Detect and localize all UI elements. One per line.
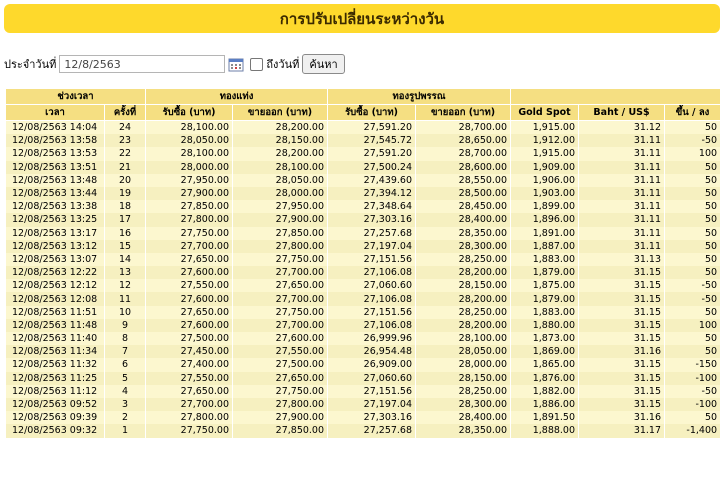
calendar-icon[interactable]	[228, 57, 244, 72]
column-header-time: เวลา	[6, 105, 105, 121]
cell-bar-sell: 27,700.00	[233, 266, 328, 279]
cell-ornament-sell: 28,500.00	[416, 187, 511, 200]
cell-bar-sell: 27,900.00	[233, 411, 328, 424]
cell-time: 12/08/2563 14:04	[6, 121, 105, 135]
cell-gold-spot: 1,906.00	[511, 174, 579, 187]
cell-change: 100	[665, 147, 721, 160]
table-row	[6, 174, 721, 187]
cell-baht-usd: 31.13	[579, 253, 665, 266]
cell-gold-spot: 1,891.00	[511, 227, 579, 240]
cell-baht-usd: 31.15	[579, 372, 665, 385]
cell-gold-spot: 1,865.00	[511, 358, 579, 371]
cell-baht-usd: 31.17	[579, 424, 665, 437]
group-header-blank	[511, 89, 721, 105]
cell-ornament-sell: 28,050.00	[416, 345, 511, 358]
cell-ornament-sell: 28,250.00	[416, 306, 511, 319]
cell-bar-sell: 27,700.00	[233, 319, 328, 332]
cell-ornament-buy: 27,257.68	[328, 424, 416, 437]
cell-bar-sell: 27,550.00	[233, 345, 328, 358]
cell-bar-buy: 27,750.00	[146, 424, 233, 437]
table-row	[6, 200, 721, 213]
cell-gold-spot: 1,883.00	[511, 253, 579, 266]
cell-gold-spot: 1,880.00	[511, 319, 579, 332]
cell-gold-spot: 1,909.00	[511, 161, 579, 174]
table-row	[6, 161, 721, 174]
cell-change: -100	[665, 372, 721, 385]
cell-change: -100	[665, 398, 721, 411]
cell-bar-buy: 27,600.00	[146, 292, 233, 305]
cell-round: 6	[105, 358, 146, 371]
cell-ornament-sell: 28,250.00	[416, 385, 511, 398]
cell-round: 3	[105, 398, 146, 411]
cell-bar-sell: 28,200.00	[233, 121, 328, 135]
cell-ornament-buy: 27,348.64	[328, 200, 416, 213]
cell-ornament-buy: 27,439.60	[328, 174, 416, 187]
cell-ornament-sell: 28,200.00	[416, 266, 511, 279]
cell-change: 50	[665, 121, 721, 135]
cell-baht-usd: 31.11	[579, 240, 665, 253]
cell-bar-sell: 27,650.00	[233, 279, 328, 292]
cell-baht-usd: 31.11	[579, 187, 665, 200]
cell-change: 50	[665, 266, 721, 279]
cell-time: 12/08/2563 13:48	[6, 174, 105, 187]
cell-baht-usd: 31.15	[579, 319, 665, 332]
cell-baht-usd: 31.11	[579, 147, 665, 160]
date-input[interactable]	[59, 55, 225, 73]
table-row	[6, 398, 721, 411]
cell-time: 12/08/2563 13:58	[6, 134, 105, 147]
cell-time: 12/08/2563 13:51	[6, 161, 105, 174]
cell-round: 9	[105, 319, 146, 332]
cell-gold-spot: 1,886.00	[511, 398, 579, 411]
cell-change: 100	[665, 319, 721, 332]
cell-bar-sell: 27,650.00	[233, 372, 328, 385]
cell-bar-buy: 27,550.00	[146, 372, 233, 385]
cell-change: -1,400	[665, 424, 721, 437]
column-header-round: ครั้งที่	[105, 105, 146, 121]
cell-time: 12/08/2563 11:32	[6, 358, 105, 371]
cell-ornament-buy: 26,954.48	[328, 345, 416, 358]
cell-time: 12/08/2563 13:17	[6, 227, 105, 240]
group-header-gold-ornament: ทองรูปพรรณ	[328, 89, 511, 105]
cell-gold-spot: 1,915.00	[511, 147, 579, 160]
cell-time: 12/08/2563 11:25	[6, 372, 105, 385]
cell-time: 12/08/2563 09:32	[6, 424, 105, 437]
cell-time: 12/08/2563 11:51	[6, 306, 105, 319]
column-header-baht-usd: Baht / US$	[579, 105, 665, 121]
cell-ornament-sell: 28,150.00	[416, 279, 511, 292]
table-row	[6, 253, 721, 266]
cell-ornament-buy: 27,106.08	[328, 292, 416, 305]
cell-ornament-buy: 27,591.20	[328, 147, 416, 160]
cell-bar-buy: 27,650.00	[146, 306, 233, 319]
cell-change: 50	[665, 306, 721, 319]
cell-baht-usd: 31.11	[579, 174, 665, 187]
cell-bar-sell: 27,800.00	[233, 240, 328, 253]
cell-time: 12/08/2563 13:07	[6, 253, 105, 266]
cell-time: 12/08/2563 11:48	[6, 319, 105, 332]
cell-ornament-buy: 27,060.60	[328, 372, 416, 385]
cell-round: 12	[105, 279, 146, 292]
cell-ornament-buy: 27,303.16	[328, 411, 416, 424]
cell-gold-spot: 1,873.00	[511, 332, 579, 345]
cell-bar-sell: 27,600.00	[233, 332, 328, 345]
cell-change: 50	[665, 227, 721, 240]
cell-time: 12/08/2563 13:53	[6, 147, 105, 160]
cell-bar-buy: 27,400.00	[146, 358, 233, 371]
cell-ornament-sell: 28,550.00	[416, 174, 511, 187]
cell-bar-buy: 27,450.00	[146, 345, 233, 358]
cell-bar-buy: 28,100.00	[146, 121, 233, 135]
cell-round: 19	[105, 187, 146, 200]
cell-bar-buy: 27,800.00	[146, 411, 233, 424]
cell-change: 50	[665, 345, 721, 358]
cell-time: 12/08/2563 12:22	[6, 266, 105, 279]
cell-baht-usd: 31.15	[579, 332, 665, 345]
column-header-ornament-sell: ขายออก (บาท)	[416, 105, 511, 121]
cell-ornament-buy: 27,106.08	[328, 319, 416, 332]
cell-bar-sell: 27,750.00	[233, 253, 328, 266]
cell-round: 14	[105, 253, 146, 266]
column-header-change: ขึ้น / ลง	[665, 105, 721, 121]
table-row	[6, 332, 721, 345]
column-header-bar-sell: ขายออก (บาท)	[233, 105, 328, 121]
cell-round: 10	[105, 306, 146, 319]
cell-ornament-sell: 28,200.00	[416, 292, 511, 305]
table-row	[6, 424, 721, 437]
rates-table	[5, 88, 721, 438]
cell-gold-spot: 1,899.00	[511, 200, 579, 213]
cell-ornament-buy: 26,909.00	[328, 358, 416, 371]
table-row	[6, 266, 721, 279]
cell-bar-sell: 27,900.00	[233, 213, 328, 226]
column-header-ornament-buy: รับซื้อ (บาท)	[328, 105, 416, 121]
cell-gold-spot: 1,869.00	[511, 345, 579, 358]
cell-bar-buy: 27,900.00	[146, 187, 233, 200]
cell-time: 12/08/2563 09:39	[6, 411, 105, 424]
cell-bar-sell: 28,100.00	[233, 161, 328, 174]
cell-time: 12/08/2563 11:12	[6, 385, 105, 398]
group-header-gold-bar: ทองแท่ง	[146, 89, 328, 105]
cell-ornament-buy: 27,151.56	[328, 385, 416, 398]
cell-time: 12/08/2563 12:12	[6, 279, 105, 292]
cell-baht-usd: 31.12	[579, 121, 665, 135]
cell-round: 11	[105, 292, 146, 305]
cell-time: 12/08/2563 13:44	[6, 187, 105, 200]
cell-change: -50	[665, 292, 721, 305]
cell-change: 50	[665, 200, 721, 213]
cell-bar-sell: 27,800.00	[233, 398, 328, 411]
cell-bar-sell: 27,950.00	[233, 200, 328, 213]
cell-time: 12/08/2563 13:38	[6, 200, 105, 213]
cell-gold-spot: 1,912.00	[511, 134, 579, 147]
cell-ornament-buy: 27,257.68	[328, 227, 416, 240]
search-bar	[4, 53, 345, 75]
cell-change: 50	[665, 174, 721, 187]
cell-change: 50	[665, 332, 721, 345]
cell-bar-sell: 28,050.00	[233, 174, 328, 187]
cell-gold-spot: 1,883.00	[511, 306, 579, 319]
cell-bar-buy: 27,700.00	[146, 240, 233, 253]
cell-bar-buy: 27,500.00	[146, 332, 233, 345]
table-row	[6, 292, 721, 305]
cell-bar-buy: 27,550.00	[146, 279, 233, 292]
cell-bar-buy: 27,650.00	[146, 385, 233, 398]
column-header-gold-spot: Gold Spot	[511, 105, 579, 121]
cell-ornament-buy: 27,197.04	[328, 240, 416, 253]
cell-change: 50	[665, 187, 721, 200]
cell-gold-spot: 1,891.50	[511, 411, 579, 424]
cell-time: 12/08/2563 09:52	[6, 398, 105, 411]
table-row	[6, 134, 721, 147]
table-row	[6, 187, 721, 200]
cell-bar-buy: 27,950.00	[146, 174, 233, 187]
cell-bar-buy: 27,600.00	[146, 319, 233, 332]
cell-ornament-sell: 28,250.00	[416, 253, 511, 266]
cell-ornament-sell: 28,100.00	[416, 332, 511, 345]
cell-baht-usd: 31.15	[579, 306, 665, 319]
cell-round: 21	[105, 161, 146, 174]
cell-baht-usd: 31.11	[579, 200, 665, 213]
cell-baht-usd: 31.11	[579, 213, 665, 226]
cell-round: 5	[105, 372, 146, 385]
group-header-period: ช่วงเวลา	[6, 89, 146, 105]
cell-gold-spot: 1,915.00	[511, 121, 579, 135]
cell-round: 16	[105, 227, 146, 240]
cell-change: 50	[665, 213, 721, 226]
cell-ornament-buy: 27,151.56	[328, 253, 416, 266]
cell-bar-buy: 27,750.00	[146, 227, 233, 240]
rates-body	[6, 121, 721, 438]
cell-round: 8	[105, 332, 146, 345]
cell-bar-sell: 27,750.00	[233, 385, 328, 398]
cell-bar-buy: 27,700.00	[146, 398, 233, 411]
cell-gold-spot: 1,876.00	[511, 372, 579, 385]
cell-ornament-buy: 27,060.60	[328, 279, 416, 292]
table-row	[6, 279, 721, 292]
cell-change: -150	[665, 358, 721, 371]
cell-change: -50	[665, 385, 721, 398]
table-row	[6, 385, 721, 398]
cell-time: 12/08/2563 12:08	[6, 292, 105, 305]
date-label: ประจำวันที่	[4, 58, 57, 71]
search-button[interactable]: ค้นหา	[302, 54, 344, 74]
cell-round: 7	[105, 345, 146, 358]
cell-baht-usd: 31.16	[579, 411, 665, 424]
page-title-banner	[4, 4, 720, 33]
cell-baht-usd: 31.15	[579, 266, 665, 279]
cell-bar-sell: 27,500.00	[233, 358, 328, 371]
cell-ornament-sell: 28,400.00	[416, 411, 511, 424]
table-row	[6, 358, 721, 371]
cell-round: 18	[105, 200, 146, 213]
cell-bar-sell: 27,850.00	[233, 424, 328, 437]
cell-ornament-sell: 28,350.00	[416, 424, 511, 437]
column-header-bar-buy: รับซื้อ (บาท)	[146, 105, 233, 121]
cell-bar-sell: 28,150.00	[233, 134, 328, 147]
cell-ornament-sell: 28,400.00	[416, 213, 511, 226]
cell-time: 12/08/2563 13:12	[6, 240, 105, 253]
cell-round: 4	[105, 385, 146, 398]
group-header-row	[6, 89, 721, 105]
cell-ornament-sell: 28,700.00	[416, 121, 511, 135]
table-row	[6, 121, 721, 135]
cell-bar-buy: 27,650.00	[146, 253, 233, 266]
cell-ornament-sell: 28,300.00	[416, 240, 511, 253]
cell-gold-spot: 1,875.00	[511, 279, 579, 292]
cell-gold-spot: 1,888.00	[511, 424, 579, 437]
cell-baht-usd: 31.11	[579, 161, 665, 174]
cell-change: -50	[665, 279, 721, 292]
cell-baht-usd: 31.15	[579, 279, 665, 292]
to-date-checkbox[interactable]	[250, 58, 263, 71]
cell-baht-usd: 31.11	[579, 227, 665, 240]
table-row	[6, 147, 721, 160]
cell-round: 15	[105, 240, 146, 253]
cell-ornament-sell: 28,000.00	[416, 358, 511, 371]
cell-round: 23	[105, 134, 146, 147]
cell-baht-usd: 31.15	[579, 385, 665, 398]
cell-round: 2	[105, 411, 146, 424]
cell-ornament-sell: 28,200.00	[416, 319, 511, 332]
table-row	[6, 213, 721, 226]
table-row	[6, 306, 721, 319]
cell-ornament-sell: 28,700.00	[416, 147, 511, 160]
cell-round: 22	[105, 147, 146, 160]
cell-gold-spot: 1,882.00	[511, 385, 579, 398]
cell-round: 20	[105, 174, 146, 187]
cell-ornament-sell: 28,450.00	[416, 200, 511, 213]
table-row	[6, 345, 721, 358]
table-row	[6, 227, 721, 240]
cell-gold-spot: 1,887.00	[511, 240, 579, 253]
cell-bar-sell: 28,000.00	[233, 187, 328, 200]
cell-bar-sell: 27,850.00	[233, 227, 328, 240]
table-row	[6, 240, 721, 253]
cell-bar-buy: 28,000.00	[146, 161, 233, 174]
cell-ornament-buy: 27,500.24	[328, 161, 416, 174]
cell-round: 1	[105, 424, 146, 437]
cell-ornament-buy: 27,197.04	[328, 398, 416, 411]
cell-bar-buy: 28,050.00	[146, 134, 233, 147]
cell-time: 12/08/2563 13:25	[6, 213, 105, 226]
cell-baht-usd: 31.16	[579, 345, 665, 358]
cell-ornament-sell: 28,650.00	[416, 134, 511, 147]
column-header-row	[6, 105, 721, 121]
cell-ornament-buy: 27,545.72	[328, 134, 416, 147]
cell-round: 13	[105, 266, 146, 279]
cell-change: 50	[665, 240, 721, 253]
cell-round: 24	[105, 121, 146, 135]
cell-gold-spot: 1,879.00	[511, 292, 579, 305]
cell-bar-sell: 28,200.00	[233, 147, 328, 160]
cell-ornament-buy: 27,106.08	[328, 266, 416, 279]
cell-change: 50	[665, 161, 721, 174]
cell-gold-spot: 1,879.00	[511, 266, 579, 279]
cell-baht-usd: 31.15	[579, 398, 665, 411]
cell-change: 50	[665, 253, 721, 266]
cell-bar-buy: 28,100.00	[146, 147, 233, 160]
cell-time: 12/08/2563 11:34	[6, 345, 105, 358]
cell-time: 12/08/2563 11:40	[6, 332, 105, 345]
cell-baht-usd: 31.15	[579, 292, 665, 305]
cell-bar-sell: 27,750.00	[233, 306, 328, 319]
cell-baht-usd: 31.15	[579, 358, 665, 371]
cell-ornament-sell: 28,300.00	[416, 398, 511, 411]
cell-round: 17	[105, 213, 146, 226]
cell-bar-buy: 27,600.00	[146, 266, 233, 279]
cell-change: 50	[665, 411, 721, 424]
cell-ornament-buy: 27,591.20	[328, 121, 416, 135]
cell-gold-spot: 1,903.00	[511, 187, 579, 200]
page-title: การปรับเปลี่ยนระหว่างวัน	[279, 9, 445, 28]
cell-gold-spot: 1,896.00	[511, 213, 579, 226]
cell-bar-buy: 27,850.00	[146, 200, 233, 213]
cell-bar-sell: 27,700.00	[233, 292, 328, 305]
to-date-label: ถึงวันที่	[266, 58, 300, 71]
cell-ornament-buy: 27,303.16	[328, 213, 416, 226]
cell-baht-usd: 31.11	[579, 134, 665, 147]
cell-ornament-sell: 28,350.00	[416, 227, 511, 240]
table-row	[6, 372, 721, 385]
cell-ornament-buy: 26,999.96	[328, 332, 416, 345]
cell-ornament-sell: 28,600.00	[416, 161, 511, 174]
cell-ornament-buy: 27,151.56	[328, 306, 416, 319]
cell-ornament-sell: 28,150.00	[416, 372, 511, 385]
cell-change: -50	[665, 134, 721, 147]
table-row	[6, 319, 721, 332]
cell-bar-buy: 27,800.00	[146, 213, 233, 226]
table-row	[6, 411, 721, 424]
cell-ornament-buy: 27,394.12	[328, 187, 416, 200]
